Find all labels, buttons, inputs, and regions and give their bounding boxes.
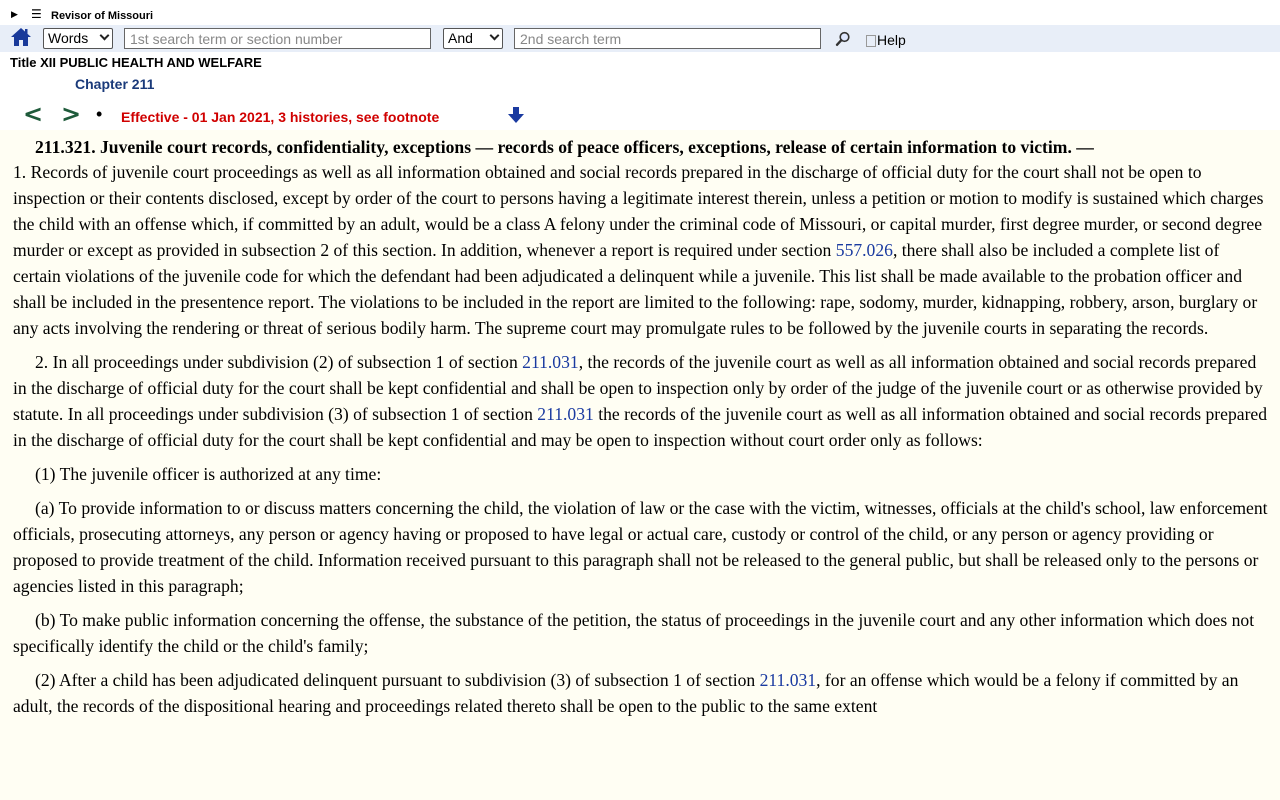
right-triangle-icon[interactable]: ▶ [11,9,18,19]
hamburger-icon[interactable]: ☰ [31,7,42,21]
search-mode-select[interactable] [43,28,113,49]
section-link-211-031[interactable]: 211.031 [522,352,579,372]
effective-date-notice[interactable]: Effective - 01 Jan 2021, 3 histories, see footnote [121,109,440,125]
site-name: Revisor of Missouri [51,10,154,22]
subsection-2-text-cont: , the records of the juvenile court as well as all information obtained and social records prepared in the discharge of official duty for the court shall be kept confidential and shall be open to inspection only by order of the judge of the juvenile court or as otherwise provided by statute. In all proceedings under subdivision (3) of subsection 1 of section [13,352,1263,424]
broken-image-icon [866,35,876,47]
magnifier-icon[interactable] [835,31,851,47]
subsection-1-text-cont: , there shall also be included a complete list of certain violations of the juvenile code for which the defendant had been adjudicated a delinquent while a juvenile. This list shall be made available to the probation officer and shall be included in the presentence report. The violations to be included in the report are limited to the following: rape, sodomy, murder, kidnapping, robbery, arson, burglary or any acts involving the rendering or threat of serious bodily harm. The supreme court may promulgate rules to be followed by the juvenile courts in separating the records. [13,240,1258,338]
subsection-2-text: 2. In all proceedings under subdivision (2) of subsection 1 of section [35,352,523,372]
chevron-down-icon [490,31,500,41]
search-operator-select[interactable] [443,28,503,49]
bullet: • [96,104,103,124]
search-bar [0,25,1280,52]
down-arrow-icon[interactable] [507,106,525,124]
subdivision-2-text: (2) After a child has been adjudicated delinquent pursuant to subdivision (3) of subsection 1 of section [35,670,760,690]
top-line [0,8,1280,24]
subdivision-2 [13,667,1268,719]
chevron-down-icon [100,31,110,41]
subsection-2-text-end: the records of the juvenile court as well as all information obtained and social records prepared in the discharge of official duty for the court shall be kept confidential and may be open to inspection without court order only as follows: [13,404,1268,450]
help-link[interactable] [866,32,906,48]
paragraph-a: (a) To provide information to or discuss matters concerning the child, the violation of law or the case with the victim, witnesses, officials at the child's school, law enforcement officials, prosecuting attorneys, any person or agency having or proposed to have legal or actual care, custody or control of the child, or any person or agency providing or proposed to provide treatment of the child. Information received pursuant to this paragraph shall not be released to the general public, but shall be released only to the persons or agencies listed in this paragraph; [13,498,1268,596]
section-link-557-026[interactable]: 557.026 [835,240,893,260]
search-mode-value: Words [48,30,89,46]
chapter-link[interactable]: Chapter 211 [75,76,155,92]
section-nav [0,100,1280,130]
search-operator-value: And [448,30,473,46]
section-link-211-031[interactable]: 211.031 [759,670,817,690]
paragraph-b: (b) To make public information concerning the offense, the substance of the petition, the status of proceedings in the juvenile court and any other information which does not specifically identify the child or the child's family; [13,610,1255,656]
subdivision-2-text-cont: , for an offense which would be a felony if committed by an adult, the records of the dispositional hearing and proceedings related thereto shall be open to the public to the same extent [13,670,1239,716]
section-link-211-031[interactable]: 211.031 [537,404,594,424]
section-heading: 211.321. Juvenile court records, confidentiality, exceptions — records of peace officers, exceptions, release of certain information to victim. — [35,137,1094,157]
subsection-2 [13,349,1268,453]
subsection-1 [13,159,1268,341]
next-section-button[interactable]: > [61,100,82,128]
subsection-1-text: 1. Records of juvenile court proceedings as well as all information obtained and social records prepared in the discharge of official duty for the court shall not be open to inspection or their contents disclosed, except by order of the court to persons having a legitimate interest therein, unless a petition or motion to modify is sustained which charges the child with an offense which, if committed by an adult, would be a class A felony under the criminal code of Missouri, or capital murder, first degree murder, or second degree murder or except as provided in subsection 2 of this section. In addition, whenever a report is required under section [13,162,1264,260]
section-content [0,130,1280,800]
title-heading: Title XII PUBLIC HEALTH AND WELFARE [10,55,262,70]
subdivision-1: (1) The juvenile officer is authorized at any time: [35,464,382,484]
home-icon[interactable] [10,27,32,47]
help-label: Help [877,32,906,48]
prev-section-button[interactable]: < [23,100,44,128]
search-term2-input[interactable] [514,28,821,49]
search-term1-input[interactable] [124,28,431,49]
